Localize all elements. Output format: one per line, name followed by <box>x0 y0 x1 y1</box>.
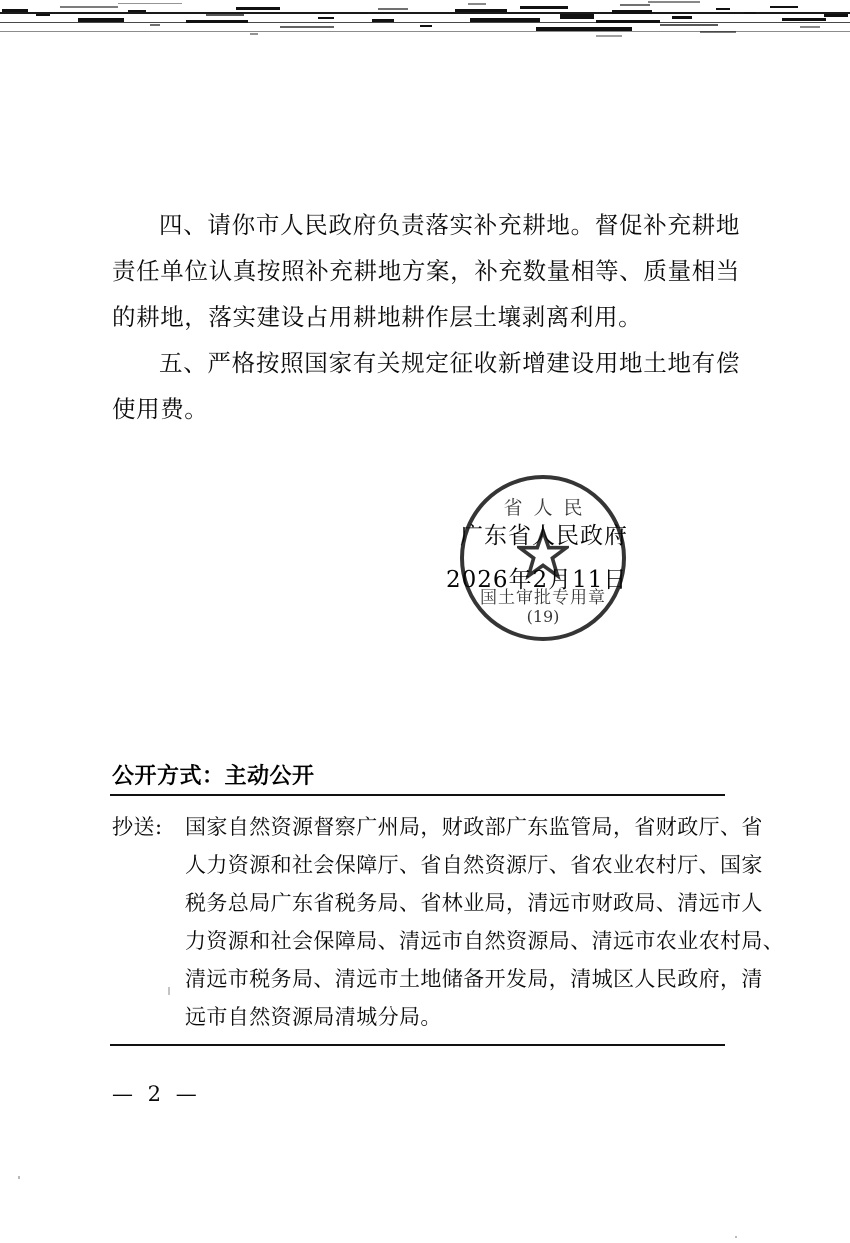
official-seal <box>460 475 626 641</box>
distribution-label: 抄送: <box>112 815 163 839</box>
distribution-list <box>112 808 785 1036</box>
distribution-line: 力资源和社会保障局、清远市自然资源局、清远市农业农村局、 <box>185 929 785 953</box>
distribution-line: 清远市税务局、清远市土地储备开发局，清城区人民政府，清 <box>185 967 763 991</box>
divider-top <box>110 794 725 796</box>
disclosure-method: 公开方式：主动公开 <box>112 764 315 789</box>
distribution-line: 远市自然资源局清城分局。 <box>185 1005 442 1029</box>
scan-noise-artifact <box>0 0 850 52</box>
seal-number: (19) <box>526 607 560 626</box>
signer-name: 广东省人民政府 <box>460 523 628 549</box>
scan-speckle <box>735 1236 737 1238</box>
seal-arc-text: 省人民 <box>503 497 594 519</box>
distribution-line: 税务总局广东省税务局、省林业局，清远市财政局、清远市人 <box>185 891 763 915</box>
page-number: — 2 — <box>112 1082 201 1106</box>
distribution-line: 国家自然资源督察广州局，财政部广东监管局，省财政厅、省 <box>185 815 763 839</box>
signature-date: 2026年2月11日 <box>446 567 628 593</box>
body-paragraph-5: 五、严格按照国家有关规定征收新增建设用地土地有偿使用费。 <box>112 348 740 423</box>
seal-bottom-text: 国土审批专用章 <box>480 588 606 608</box>
divider-bottom <box>110 1044 725 1046</box>
scan-speckle <box>18 1176 20 1179</box>
distribution-line: 人力资源和社会保障厅、省自然资源厅、省农业农村厅、国家 <box>185 853 763 877</box>
signature-seal-block <box>430 460 710 660</box>
body-paragraph-4: 四、请你市人民政府负责落实补充耕地。督促补充耕地责任单位认真按照补充耕地方案，补充数量相等、质量相当的耕地，落实建设占用耕地耕作层土壤剥离利用。 <box>112 210 740 331</box>
distribution-lines <box>185 808 784 1036</box>
